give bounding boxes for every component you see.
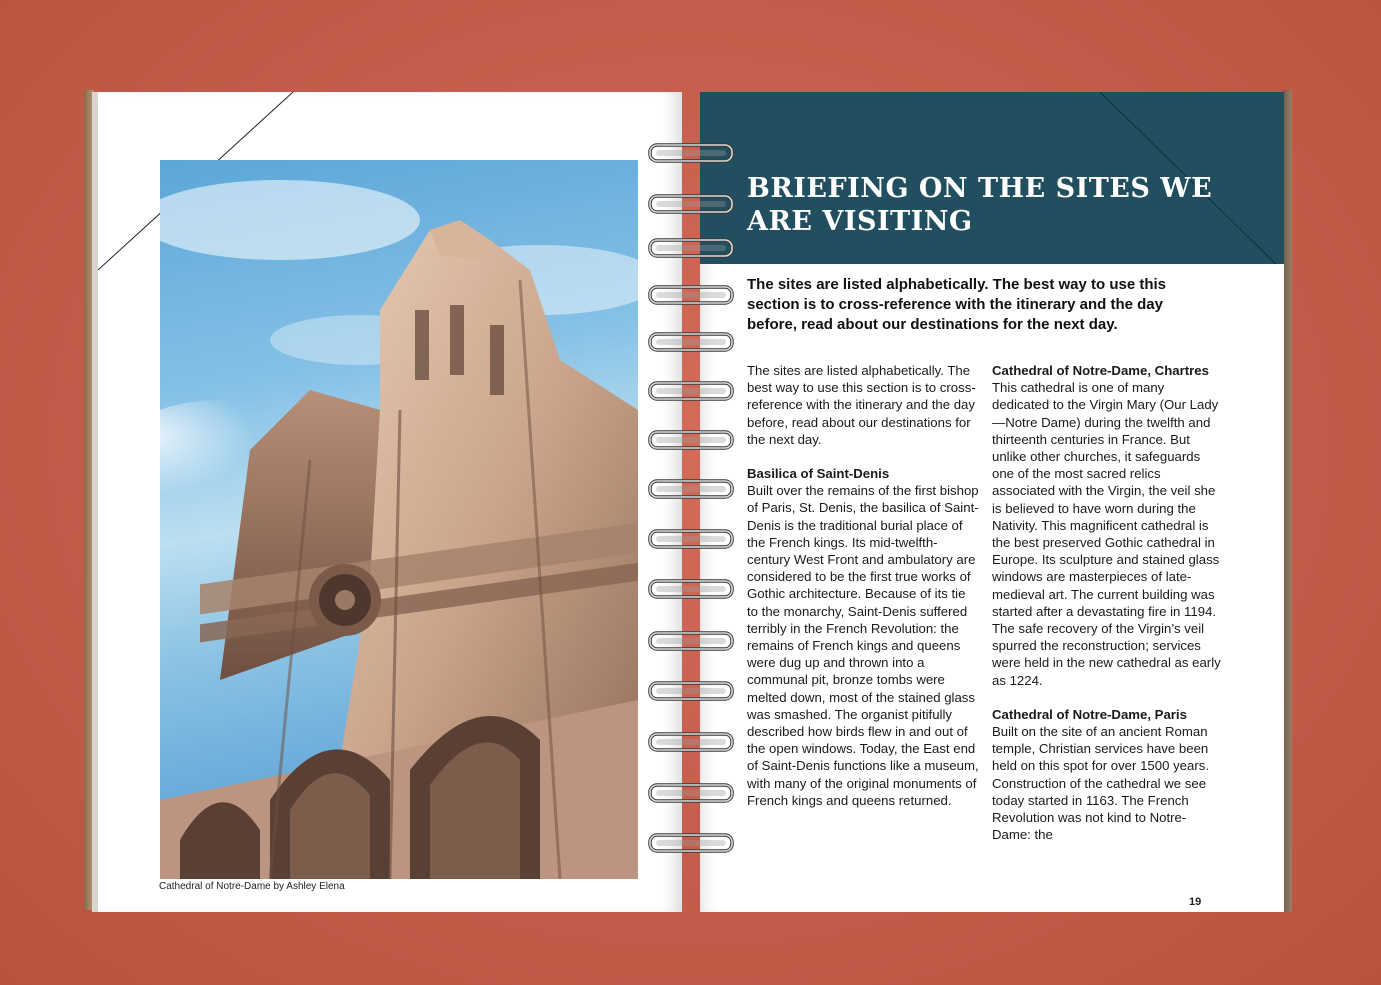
section-chartres xyxy=(992,362,1224,689)
section-body: This cathedral is one of many dedicated to the Virgin Mary (Our Lady—Notre Dame) during the twelfth and thirteenth centuries in France. But unlike other churches, it safeguards one of the most sacred relics associated with the Virgin, the veil she is believed to have worn during the Nativity. This magnificent cathedral is the best preserved Gothic cathedral in Europe. Its sculpture and stained glass windows are masterpieces of late-medieval art. The current building was started after a devastating fire in 1194. The safe recovery of the Virgin’s veil spurred the reconstruction; services were held in the new cathedral as early as 1224. xyxy=(992,380,1221,688)
spiral-ring xyxy=(648,528,734,550)
spiral-ring xyxy=(648,331,734,353)
spiral-ring xyxy=(648,782,734,804)
spiral-ring xyxy=(648,630,734,652)
spiral-ring xyxy=(648,193,734,215)
section-heading: Basilica of Saint-Denis xyxy=(747,466,890,482)
photo-caption: Cathedral of Notre-Dame by Ashley Elena xyxy=(159,881,345,892)
cathedral-illustration xyxy=(160,160,638,879)
section-body: Built over the remains of the first bishop of Paris, St. Denis, the basilica of Saint-Denis is the traditional burial place of the French kings. Its mid-twelfth-century West Front and ambulatory are considered to be the first true works of Gothic architecture. Because of its tie to the monarchy, Saint-Denis suffered terribly in the French Revolution: the remains of French kings and queens were dug up and thrown into a communal pit, bronze tombs were melted down, most of the stained glass was smashed. The organist pitifully described how birds flew in and out of the open windows. Today, the East end of Saint-Denis functions like a museum, with many of the original monuments of French kings and queens returned. xyxy=(747,483,979,808)
left-page xyxy=(98,92,682,912)
section-heading: Cathedral of Notre-Dame, Chartres xyxy=(992,363,1209,378)
spiral-ring xyxy=(648,680,734,702)
section-heading: Cathedral of Notre-Dame, Paris xyxy=(992,706,1187,722)
intro-paragraph: The sites are listed alphabetically. The best way to use this section is to cross-reference with the itinerary and the day before, read about our destinations for the next day. xyxy=(747,363,976,447)
page-title: BRIEFING ON THE SITES WE ARE VISITING xyxy=(747,173,1213,237)
spiral-ring xyxy=(648,142,734,164)
spiral-ring xyxy=(648,380,734,402)
section-paris xyxy=(992,706,1224,844)
spiral-ring xyxy=(648,237,734,259)
notre-dame-photo xyxy=(160,160,638,879)
spiral-ring xyxy=(648,478,734,500)
section-basilica xyxy=(747,465,979,809)
right-page xyxy=(700,92,1284,912)
section-body: Built on the site of an ancient Roman temple, Christian services have been held on this spot for over 1500 years. Construction of the cathedral we see today started in 1163. The French Revolution was not kind to Notre-Dame: the xyxy=(992,724,1209,843)
lead-paragraph: The sites are listed alphabetically. The best way to use this section is to cross-reference with the itinerary and the day before, read about our destinations for the next day. xyxy=(747,276,1167,333)
page-number: 19 xyxy=(1189,896,1202,908)
spiral-ring xyxy=(648,731,734,753)
text-column-1 xyxy=(747,362,979,826)
spiral-ring xyxy=(648,578,734,600)
title-banner xyxy=(700,92,1284,264)
text-column-2 xyxy=(992,362,1224,860)
spiral-ring xyxy=(648,284,734,306)
spiral-ring xyxy=(648,429,734,451)
spiral-ring xyxy=(648,832,734,854)
